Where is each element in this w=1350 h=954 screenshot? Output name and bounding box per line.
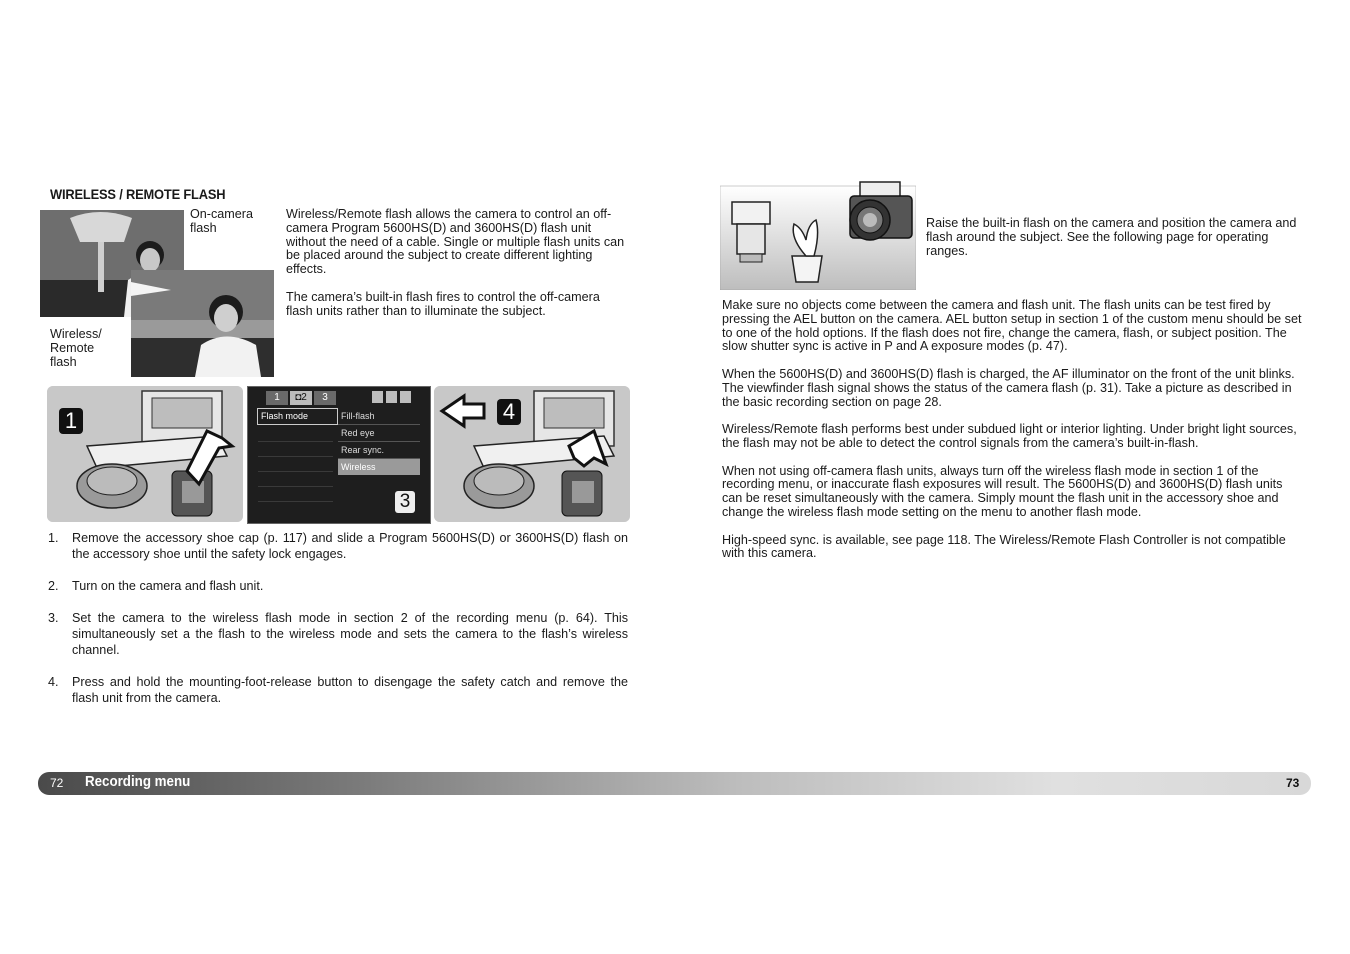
playback-icon[interactable] <box>372 391 383 403</box>
setup-icon[interactable] <box>386 391 397 403</box>
list-item: 4. Press and hold the mounting-foot-release button to disengage the safety catch and remove the flash unit from the camera. <box>48 675 628 705</box>
caption-wireless: Wireless/ Remote flash <box>50 327 102 369</box>
list-item: 2. Turn on the camera and flash unit. <box>48 579 264 593</box>
section-heading: WIRELESS / REMOTE FLASH <box>50 186 226 202</box>
footer-bar <box>38 772 1311 795</box>
page-number-left: 72 <box>50 776 64 790</box>
menu-tab-2[interactable]: ◘2 <box>290 391 312 405</box>
menu-options <box>338 408 420 475</box>
figure-caption: Raise the built-in flash on the camera and position the camera and flash around the subject. See the following page for operating ranges. <box>926 216 1297 258</box>
menu-screen <box>247 386 431 524</box>
menu-side-icons <box>372 391 411 403</box>
setup-illustration <box>720 168 916 290</box>
step-badge-1: 1 <box>59 408 83 434</box>
wrench-icon[interactable] <box>400 391 411 403</box>
right-body-text <box>722 299 1302 575</box>
footer-section-title: Recording menu <box>85 774 191 790</box>
photo-wireless-flash <box>131 270 274 377</box>
step-badge-4: 4 <box>497 399 521 425</box>
intro-paragraph: The camera’s built-in flash fires to control the off-camera flash units rather than to illuminate the subject. <box>286 289 600 318</box>
step-badge-3: 3 <box>395 491 415 513</box>
menu-tab-3[interactable]: 3 <box>314 391 336 405</box>
menu-option-rear-sync[interactable]: Rear sync. <box>338 442 420 459</box>
body-paragraph: When the 5600HS(D) and 3600HS(D) flash is charged, the AF illuminator on the front of the unit blinks. The viewfinder flash signal shows the status of the camera flash (p. 31). Take a picture as described in the basic recording section on page 28. <box>722 366 1295 409</box>
intro-paragraph: Wireless/Remote flash allows the camera to control an off-camera Program 5600HS(D) and 3600HS(D) flash unit without the need of a cable. Single or multiple flash units can be placed around the subject to create different lighting effects. <box>286 207 625 277</box>
menu-option-wireless[interactable]: Wireless <box>338 459 420 475</box>
body-paragraph: Wireless/Remote flash performs best under subdued light or interior lighting. Under bright light sources, the flash may not be able to detect the control signals from the camera’s built-in-flash. <box>722 422 1297 450</box>
camera-icon: ◘ <box>295 392 302 403</box>
menu-tabs <box>266 391 336 405</box>
body-paragraph: Make sure no objects come between the camera and flash unit. The flash units can be test fired by pressing the AEL button on the camera. AEL button setup in section 1 of the custom menu should be set to one of the hold options. If the flash does not fire, change the camera, flash, or subject position. The slow shutter sync is active in P and A exposure modes (p. 47). <box>722 298 1302 354</box>
menu-tab-1[interactable]: 1 <box>266 391 288 405</box>
menu-option-red-eye[interactable]: Red eye <box>338 425 420 442</box>
menu-item-flash-mode[interactable]: Flash mode <box>257 408 338 425</box>
steps-list <box>48 530 628 722</box>
list-item: 1. Remove the accessory shoe cap (p. 117) and slide a Program 5600HS(D) or 3600HS(D) flash on the accessory shoe until the safety lock engages. <box>48 531 628 561</box>
page-number-right: 73 <box>1286 776 1300 790</box>
menu-option-fill-flash[interactable]: Fill-flash <box>338 408 420 425</box>
menu-greyed-rows <box>258 427 333 502</box>
caption-on-camera: On-camera flash <box>190 207 253 235</box>
step-illustration-1 <box>47 386 243 522</box>
list-item: 3. Set the camera to the wireless flash mode in section 2 of the recording menu (p. 64). This simultaneously set a the flash to the wireless mode and sets the camera to the flash’s wireless channel. <box>48 611 628 657</box>
body-paragraph: When not using off-camera flash units, always turn off the wireless flash mode in section 1 of the recording menu, or inaccurate flash exposures will result. The 5600HS(D) and 3600HS(D) flash units can be reset simultaneously with the camera. Simply mount the flash unit in the accessory shoe and change the wireless flash mode setting on the menu to another flash mode. <box>722 463 1283 519</box>
body-paragraph: High-speed sync. is available, see page 118. The Wireless/Remote Flash Controller is not compatible with this camera. <box>722 532 1286 561</box>
intro-text <box>286 208 626 332</box>
step-illustration-4 <box>434 386 630 522</box>
